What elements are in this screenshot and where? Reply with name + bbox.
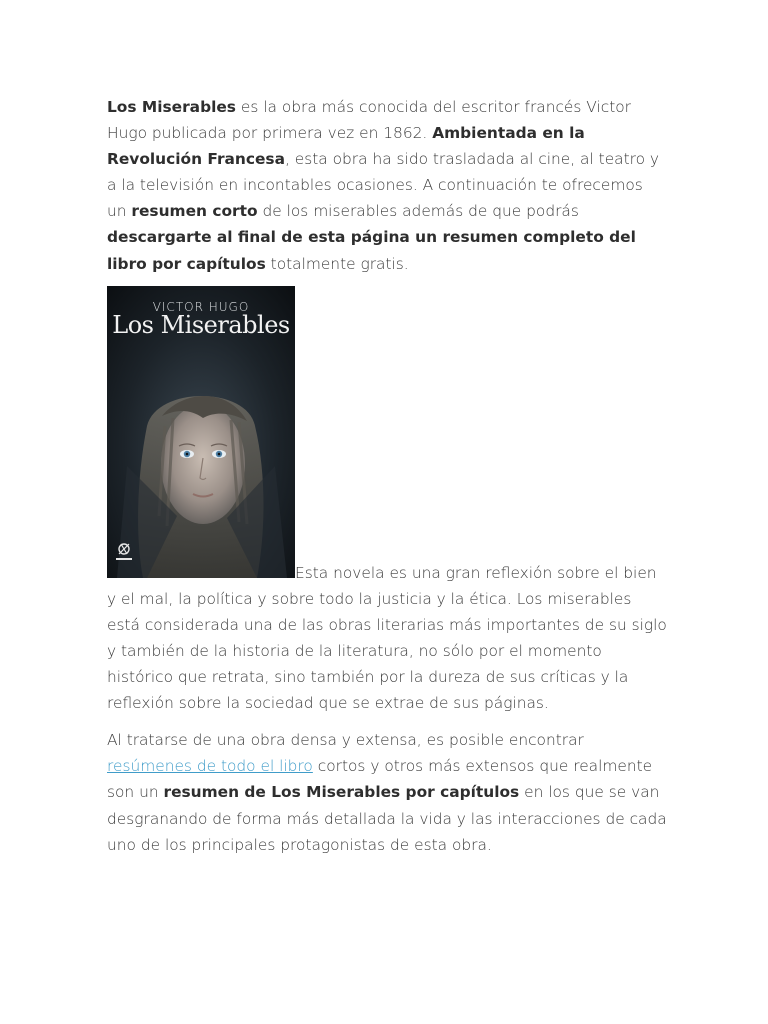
summary-paragraph [107,727,667,857]
book-cover [107,286,295,578]
summary-text-2: cortos y otros más extensos que realmente son un [107,757,653,802]
intro-text-1: es la obra más conocida del escritor francés Victor Hugo publicada por primera vez en 1862. [107,98,631,143]
intro-text-4: totalmente gratis. [265,254,409,273]
summary-text-3: en los que se van desgranando de forma más detallada la vida y las interacciones de cada uno de los principales protagonistas de esta obra. [107,783,667,854]
intro-text-2: , esta obra ha sido trasladada al cine, al teatro y a la televisión en incontables ocasiones. A continuación te ofrecemos un [107,150,660,221]
cover-title: Los Miserables [112,310,290,339]
body-paragraph-text: Esta novela es una gran reflexión sobre el bien y el mal, la política y sobre todo la justicia y la ética. Los miserables está considerada una de las obras literarias más importantes de su siglo y también de la historia de la literatura, no sólo por el momento histórico que retrata, sino también por la dureza de sus críticas y la reflexión sobre la sociedad que se extrae de sus páginas. [107,563,667,713]
summary-text-1: Al tratarse de una obra densa y extensa, es posible encontrar [107,731,584,750]
book-cover-image [107,286,295,578]
intro-bold-title: Los Miserables [107,98,236,116]
summary-bold-chapters: resumen de Los Miserables por capítulos [163,783,520,802]
summaries-link[interactable]: resúmenes de todo el libro [107,757,313,776]
intro-paragraph [107,94,667,277]
intro-text-3: de los miserables además de que podrás [257,202,579,221]
body-paragraph [107,286,667,717]
article-body [107,94,667,858]
intro-bold-summary: resumen corto [131,202,258,221]
intro-bold-download: descargarte al final de esta página un resumen completo del libro por capítulos [107,228,636,273]
intro-bold-setting: Ambientada en la Revolución Francesa [107,124,585,169]
cover-author: VICTOR HUGO [152,299,250,314]
